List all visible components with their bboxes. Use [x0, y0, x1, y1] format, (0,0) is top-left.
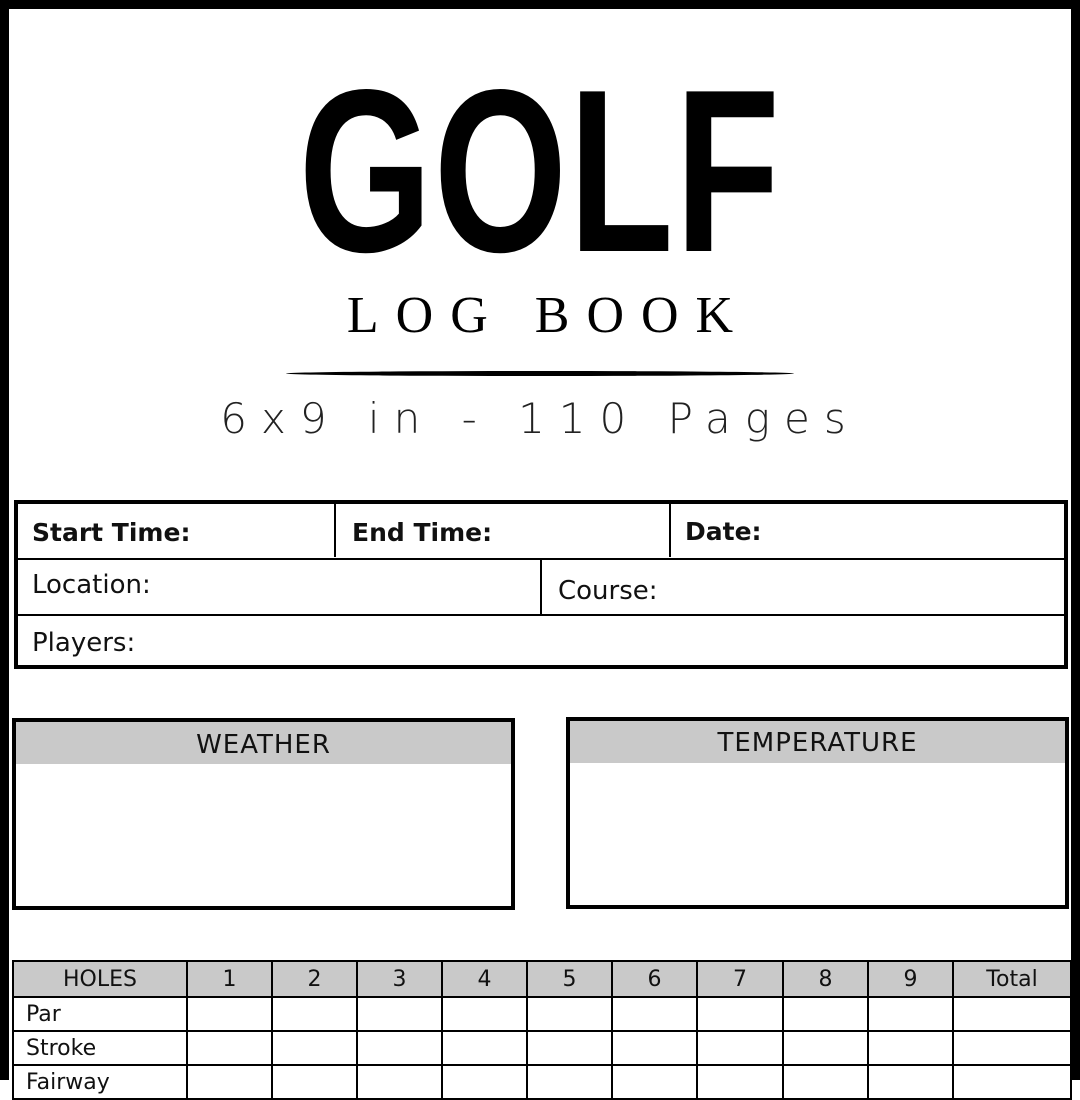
score-cell — [442, 1031, 527, 1065]
score-cell — [187, 1031, 272, 1065]
score-cell — [442, 997, 527, 1031]
score-cell — [272, 997, 357, 1031]
table-row — [13, 997, 1071, 1031]
title-divider — [286, 371, 794, 376]
weather-box — [12, 718, 515, 910]
location-label: Location: — [32, 570, 151, 600]
score-cell — [697, 1031, 783, 1065]
hole-5-header: 5 — [527, 961, 612, 997]
score-cell — [527, 1065, 612, 1099]
temperature-heading: TEMPERATURE — [570, 721, 1065, 763]
score-cell — [868, 1065, 953, 1099]
score-cell — [783, 1031, 868, 1065]
score-cell — [783, 1065, 868, 1099]
score-cell — [187, 1065, 272, 1099]
hole-6-header: 6 — [612, 961, 697, 997]
score-cell — [697, 997, 783, 1031]
score-cell — [272, 1065, 357, 1099]
row-label-stroke: Stroke — [13, 1031, 187, 1065]
table-row — [13, 1031, 1071, 1065]
score-cell — [868, 1031, 953, 1065]
score-cell — [357, 1031, 442, 1065]
info-divider — [540, 560, 542, 614]
end-time-label: End Time: — [352, 518, 493, 547]
book-title: GOLF — [298, 42, 782, 301]
score-cell — [527, 997, 612, 1031]
score-cell — [527, 1031, 612, 1065]
start-time-label: Start Time: — [32, 518, 191, 547]
info-divider — [334, 504, 336, 557]
row-label-par: Par — [13, 997, 187, 1031]
score-cell — [357, 997, 442, 1031]
score-cell — [953, 1031, 1071, 1065]
date-label: Date: — [685, 517, 762, 546]
hole-1-header: 1 — [187, 961, 272, 997]
book-subtitle: LOG BOOK — [346, 287, 751, 344]
score-cell — [272, 1031, 357, 1065]
holes-header: HOLES — [13, 961, 187, 997]
score-cell — [612, 1031, 697, 1065]
temperature-box — [566, 717, 1069, 909]
players-label: Players: — [32, 628, 136, 658]
info-divider — [669, 504, 671, 557]
scorecard-header-row — [13, 961, 1071, 997]
score-cell — [357, 1065, 442, 1099]
score-cell — [697, 1065, 783, 1099]
scorecard-table — [12, 960, 1072, 1100]
hole-7-header: 7 — [697, 961, 783, 997]
score-cell — [612, 1065, 697, 1099]
total-header: Total — [953, 961, 1071, 997]
score-cell — [187, 997, 272, 1031]
info-divider — [18, 614, 1064, 616]
score-cell — [953, 997, 1071, 1031]
score-cell — [442, 1065, 527, 1099]
score-cell — [612, 997, 697, 1031]
hole-2-header: 2 — [272, 961, 357, 997]
table-row — [13, 1065, 1071, 1099]
hole-3-header: 3 — [357, 961, 442, 997]
round-info-form — [14, 500, 1068, 669]
hole-4-header: 4 — [442, 961, 527, 997]
size-pages-line: 6x9 in - 110 Pages — [220, 394, 860, 443]
course-label: Course: — [558, 576, 658, 606]
score-cell — [953, 1065, 1071, 1099]
row-label-fairway: Fairway — [13, 1065, 187, 1099]
score-cell — [783, 997, 868, 1031]
weather-heading: WEATHER — [16, 722, 511, 764]
hole-8-header: 8 — [783, 961, 868, 997]
score-cell — [868, 997, 953, 1031]
hole-9-header: 9 — [868, 961, 953, 997]
